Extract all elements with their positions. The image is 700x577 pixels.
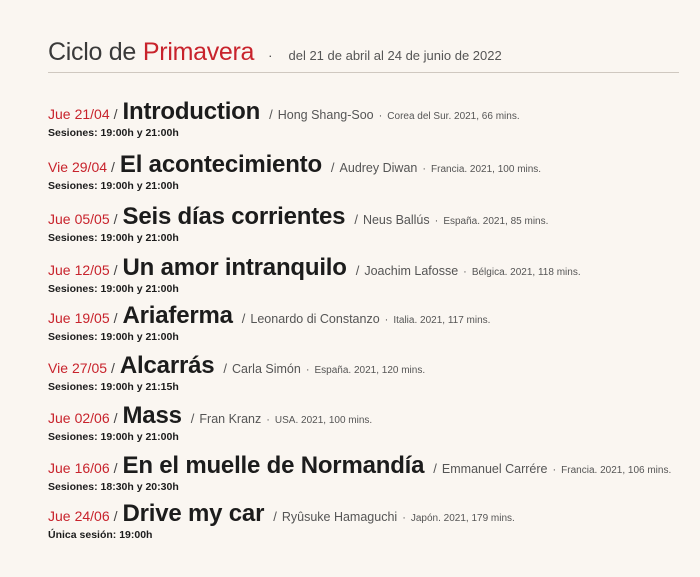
film-title: Un amor intranquilo (122, 254, 347, 281)
director-slash: / (354, 212, 358, 227)
page-title-accent: Primavera (142, 38, 255, 66)
film-entry (48, 151, 541, 192)
screening-date: 24/06 (74, 508, 110, 524)
date-slash: / (113, 106, 118, 122)
session-times: Sesiones: 19:00h y 21:00h (48, 283, 179, 295)
film-entry (48, 98, 520, 139)
film-info: Bélgica. 2021, 118 mins. (471, 267, 581, 278)
session-times: Sesiones: 19:00h y 21:00h (48, 331, 179, 343)
date-slash: / (113, 211, 118, 227)
film-info: Francia. 2021, 106 mins. (561, 465, 672, 476)
film-info: Italia. 2021, 117 mins. (393, 315, 491, 326)
film-title: Mass (122, 402, 182, 429)
screening-day: Jue (48, 310, 71, 326)
screening-date: 19/05 (74, 310, 110, 326)
film-director: Ryûsuke Hamaguchi (281, 510, 398, 524)
director-slash: / (269, 107, 273, 122)
film-director: Carla Simón (232, 362, 301, 376)
film-title: Ariaferma (122, 302, 233, 329)
session-times: Única sesión: 19:00h (48, 529, 153, 541)
session-times: Sesiones: 18:30h y 20:30h (48, 481, 179, 493)
film-director: Emmanuel Carrére (441, 462, 548, 476)
screening-date: 27/05 (71, 360, 108, 376)
film-title: Seis días corrientes (122, 203, 346, 230)
film-info: Francia. 2021, 100 mins. (431, 164, 542, 175)
screening-day: Jue (48, 211, 71, 227)
info-separator: · (422, 163, 427, 175)
page-title-prefix: Ciclo de (48, 38, 136, 66)
screening-day: Jue (48, 410, 71, 426)
film-info: Corea del Sur. 2021, 66 mins. (387, 111, 520, 122)
header-divider (48, 72, 679, 73)
film-info: USA. 2021, 100 mins. (274, 415, 373, 426)
date-slash: / (113, 410, 118, 426)
film-entry (48, 500, 515, 541)
info-separator: · (305, 364, 310, 376)
date-slash: / (111, 360, 115, 376)
film-director: Joachim Lafosse (364, 264, 459, 278)
director-slash: / (433, 461, 437, 476)
film-director: Hong Shang-Soo (277, 108, 374, 122)
date-slash: / (113, 460, 118, 476)
director-slash: / (273, 509, 277, 524)
screening-date: 16/06 (74, 460, 110, 476)
info-separator: · (463, 266, 467, 278)
info-separator: · (402, 512, 406, 524)
director-slash: / (241, 311, 246, 326)
screening-day: Vie (48, 159, 68, 175)
screening-date: 05/05 (74, 211, 110, 227)
info-separator: · (378, 110, 383, 122)
film-title: El acontecimiento (119, 151, 322, 178)
header-separator: · (268, 48, 273, 63)
info-separator: · (552, 464, 557, 476)
screening-date: 02/06 (74, 410, 110, 426)
screening-day: Vie (48, 360, 68, 376)
film-director: Leonardo di Constanzo (250, 312, 380, 326)
screening-day: Jue (48, 262, 71, 278)
film-info: España. 2021, 85 mins. (443, 216, 549, 227)
session-times: Sesiones: 19:00h y 21:00h (48, 431, 179, 443)
film-title: En el muelle de Normandía (122, 452, 425, 479)
page-header (48, 38, 502, 67)
director-slash: / (355, 263, 360, 278)
date-slash: / (113, 310, 118, 326)
film-director: Audrey Diwan (339, 161, 418, 175)
film-entry (48, 302, 490, 343)
date-slash: / (113, 262, 118, 278)
screening-date: 29/04 (71, 159, 108, 175)
director-slash: / (223, 361, 228, 376)
film-director: Neus Ballús (362, 213, 430, 227)
screening-day: Jue (48, 460, 71, 476)
info-separator: · (384, 314, 389, 326)
film-entry (48, 402, 372, 443)
screening-day: Jue (48, 106, 71, 122)
screening-day: Jue (48, 508, 71, 524)
film-entry (48, 203, 548, 244)
info-separator: · (266, 414, 270, 426)
film-info: Japón. 2021, 179 mins. (410, 513, 515, 524)
session-times: Sesiones: 19:00h y 21:00h (48, 232, 179, 244)
info-separator: · (434, 215, 439, 227)
screening-date: 12/05 (74, 262, 110, 278)
film-director: Fran Kranz (199, 412, 262, 426)
film-entry (48, 254, 581, 295)
date-range: del 21 de abril al 24 de junio de 2022 (288, 48, 502, 63)
director-slash: / (330, 160, 335, 175)
film-title: Alcarrás (119, 352, 215, 379)
session-times: Sesiones: 19:00h y 21:00h (48, 180, 179, 192)
film-title: Introduction (122, 98, 261, 125)
session-times: Sesiones: 19:00h y 21:15h (48, 381, 179, 393)
date-slash: / (113, 508, 118, 524)
film-info: España. 2021, 120 mins. (314, 365, 426, 376)
film-title: Drive my car (122, 500, 265, 527)
film-entry (48, 452, 671, 493)
date-slash: / (111, 159, 115, 175)
session-times: Sesiones: 19:00h y 21:00h (48, 127, 179, 139)
screening-date: 21/04 (74, 106, 110, 122)
film-entry (48, 352, 425, 393)
director-slash: / (190, 411, 195, 426)
